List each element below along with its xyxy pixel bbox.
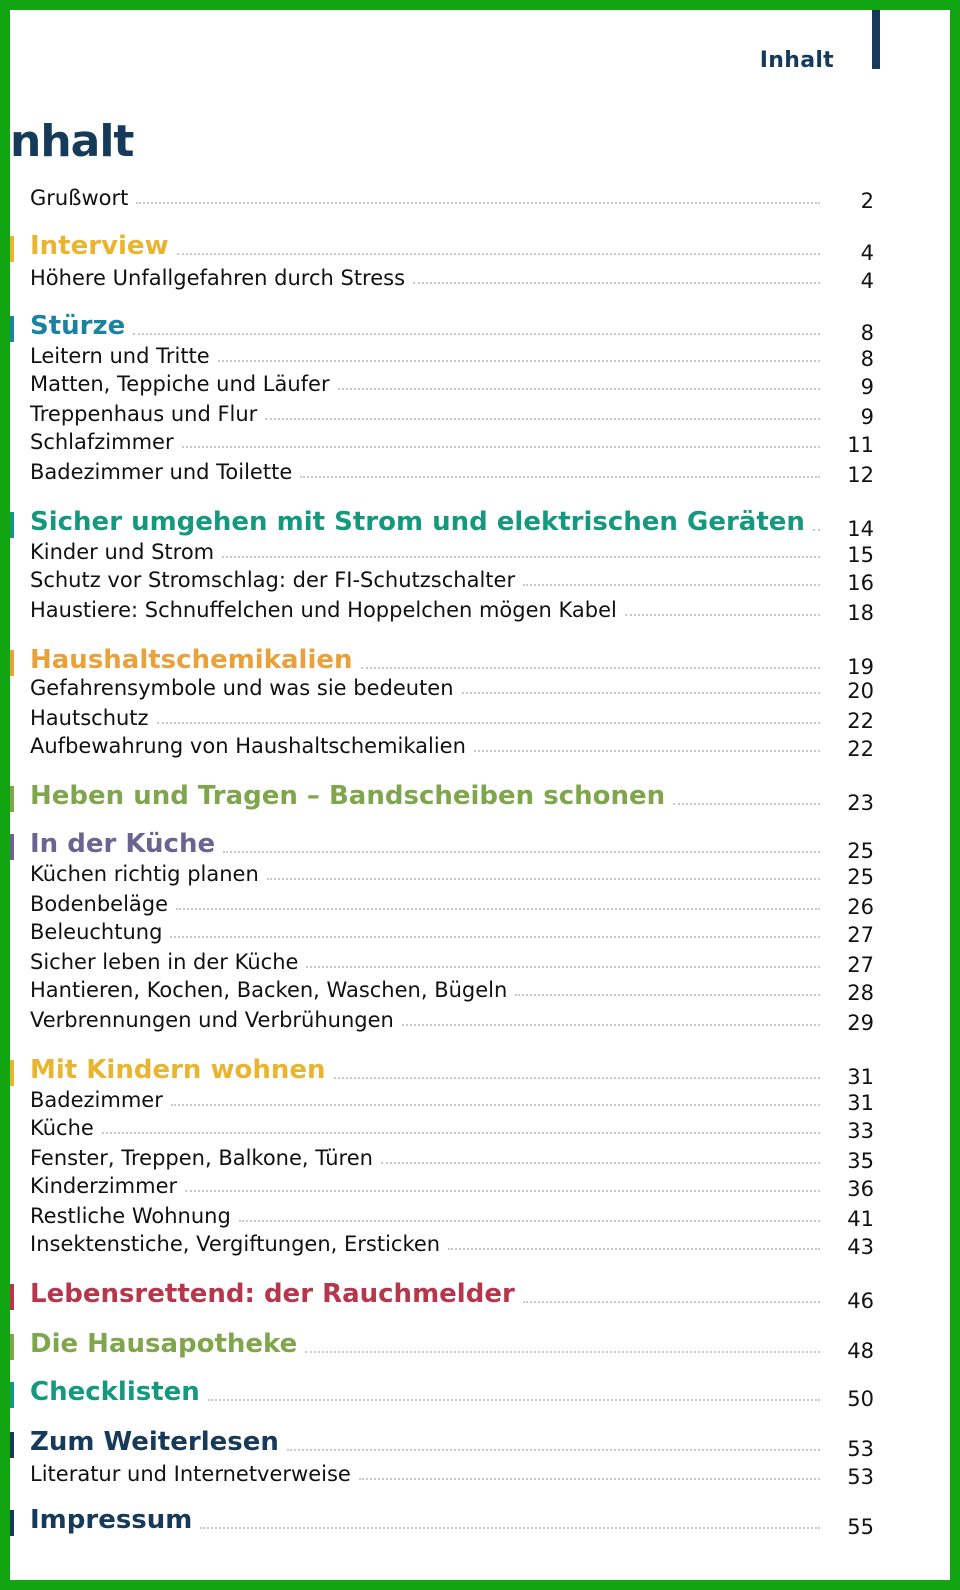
toc-label: Checklisten [30,1377,200,1407]
toc-entry [10,1008,874,1035]
toc-page-number: 46 [847,1288,874,1313]
toc-label: Bodenbeläge [30,892,169,916]
dot-leader [185,1190,820,1192]
toc-page-number: 31 [847,1064,874,1089]
toc-label: Schutz vor Stromschlag: der FI-Schutzschalter [30,568,516,592]
toc-entry [10,430,874,457]
toc-section [10,829,874,863]
toc-page-number: 9 [860,375,874,399]
toc-page-number: 8 [860,320,874,345]
toc-label: Aufbewahrung von Haushaltschemikalien [30,734,466,758]
dot-leader [182,446,820,448]
dot-leader [523,1301,820,1303]
dot-leader [448,1248,820,1250]
toc-page-number: 16 [847,571,874,595]
section-color-marker [10,1284,14,1310]
toc-page-number: 8 [860,347,874,371]
toc-label: Matten, Teppiche und Läufer [30,372,330,396]
dot-leader [334,1077,820,1079]
dot-leader [673,803,820,805]
toc-entry [10,1462,874,1489]
toc-page-number: 4 [860,240,874,265]
toc-entry [10,344,874,371]
toc-entry [10,266,874,293]
dot-leader [287,1449,820,1451]
toc-page-number: 15 [847,543,874,567]
toc-page-number: 43 [847,1235,874,1259]
dot-leader [218,360,820,362]
dot-leader [813,529,820,531]
dot-leader [413,282,820,284]
dot-leader [462,692,820,694]
toc-entry [10,598,874,625]
page-title: nhalt [10,116,134,167]
toc-page-number: 53 [847,1436,874,1461]
toc-page-number: 36 [847,1177,874,1201]
toc-entry [10,568,874,595]
toc-page-number: 12 [847,463,874,487]
section-color-marker [10,650,14,676]
dot-leader [474,750,820,752]
toc-page-number: 14 [847,516,874,541]
dot-leader [176,908,820,910]
toc-label: Haushaltschemikalien [30,645,353,675]
dot-leader [305,1351,820,1353]
toc-label: Restliche Wohnung [30,1204,231,1228]
toc-label: Kinderzimmer [30,1174,178,1198]
toc-page-number: 50 [847,1386,874,1411]
toc-entry [10,402,874,429]
toc-section [10,1329,874,1363]
toc-label: Literatur und Internetverweise [30,1462,351,1486]
toc-page-number: 33 [847,1119,874,1143]
toc-label: Beleuchtung [30,920,163,944]
dot-leader [170,936,820,938]
dot-leader [265,418,820,420]
running-header: Inhalt [759,48,834,73]
toc-entry [10,1204,874,1231]
toc-page-number: 23 [847,790,874,815]
toc-label: In der Küche [30,829,216,859]
section-color-marker [10,512,14,538]
toc-page-number: 31 [847,1091,874,1115]
toc-page-number: 55 [847,1514,874,1539]
toc-page-number: 11 [847,433,874,457]
toc-section [10,311,874,345]
toc-page-number: 20 [847,679,874,703]
dot-leader [515,994,820,996]
toc-label: Gefahrensymbole und was sie bedeuten [30,676,454,700]
dot-leader [177,253,820,255]
toc-page-number: 2 [860,189,874,213]
toc-page-number: 53 [847,1465,874,1489]
toc-page-number: 27 [847,953,874,977]
dot-leader [338,388,820,390]
toc-entry [10,1088,874,1115]
toc-label: Fenster, Treppen, Balkone, Türen [30,1146,373,1170]
dot-leader [402,1024,820,1026]
toc-label: Treppenhaus und Flur [30,402,258,426]
dot-leader [157,722,820,724]
toc-label: Grußwort [30,186,129,210]
toc-section [10,1427,874,1461]
toc-page-number: 29 [847,1011,874,1035]
toc-section [10,507,874,541]
toc-entry [10,1116,874,1143]
toc-section [10,1505,874,1539]
toc-page-number: 35 [847,1149,874,1173]
toc-section [10,231,874,265]
toc-entry [10,186,874,213]
dot-leader [523,584,820,586]
toc-label: Mit Kindern wohnen [30,1055,326,1085]
toc-page-number: 19 [847,654,874,679]
toc-label: Insektenstiche, Vergiftungen, Ersticken [30,1232,441,1256]
section-color-marker [10,1382,14,1408]
section-color-marker [10,1432,14,1458]
dot-leader [306,966,820,968]
dot-leader [171,1104,820,1106]
dot-leader [200,1527,820,1529]
toc-page-number: 25 [847,865,874,889]
dot-leader [300,476,820,478]
dot-leader [267,878,820,880]
toc-entry [10,862,874,889]
dot-leader [208,1399,820,1401]
toc-section [10,645,874,679]
dot-leader [223,851,820,853]
toc-entry [10,1146,874,1173]
section-color-marker [10,236,14,262]
toc-page-number: 28 [847,981,874,1005]
toc-page-number: 26 [847,895,874,919]
toc-label: Haustiere: Schnuffelchen und Hoppelchen mögen Kabel [30,598,617,622]
toc-section [10,781,874,815]
toc-page-number: 4 [860,269,874,293]
toc-page-number: 48 [847,1338,874,1363]
dot-leader [133,333,820,335]
section-color-marker [10,1060,14,1086]
toc-entry [10,706,874,733]
toc-page-number: 27 [847,923,874,947]
toc-label: Die Hausapotheke [30,1329,298,1359]
toc-entry [10,460,874,487]
toc-entry [10,372,874,399]
toc-entry [10,1232,874,1259]
toc-label: Heben und Tragen – Bandscheiben schonen [30,781,666,811]
toc-page-number: 25 [847,838,874,863]
section-color-marker [10,1510,14,1536]
toc-label: Höhere Unfallgefahren durch Stress [30,266,406,290]
toc-label: Badezimmer [30,1088,163,1112]
toc-entry [10,734,874,761]
toc-label: Sicher leben in der Küche [30,950,299,974]
toc-label: Verbrennungen und Verbrühungen [30,1008,394,1032]
toc-label: Hautschutz [30,706,149,730]
toc-page-number: 9 [860,405,874,429]
toc-section [10,1055,874,1089]
toc-section [10,1279,874,1313]
toc-label: Hantieren, Kochen, Backen, Waschen, Bügeln [30,978,508,1002]
section-color-marker [10,834,14,860]
toc-page-number: 18 [847,601,874,625]
dot-leader [239,1220,820,1222]
toc-label: Lebensrettend: der Rauchmelder [30,1279,515,1309]
dot-leader [625,614,820,616]
toc-entry [10,978,874,1005]
toc-label: Stürze [30,311,126,341]
toc-label: Badezimmer und Toilette [30,460,293,484]
toc-label: Schlafzimmer [30,430,174,454]
toc-section [10,1377,874,1411]
toc-entry [10,540,874,567]
section-color-marker [10,786,14,812]
dot-leader [361,667,820,669]
dot-leader [359,1478,820,1480]
toc-label: Zum Weiterlesen [30,1427,279,1457]
toc-entry [10,892,874,919]
dot-leader [136,202,820,204]
toc-label: Impressum [30,1505,193,1535]
toc-entry [10,676,874,703]
toc-entry [10,920,874,947]
section-color-marker [10,1334,14,1360]
toc-page-number: 41 [847,1207,874,1231]
section-color-marker [10,316,14,342]
toc-entry [10,1174,874,1201]
toc-entry [10,950,874,977]
toc-label: Leitern und Tritte [30,344,210,368]
dot-leader [222,556,820,558]
toc-page-number: 22 [847,709,874,733]
toc-label: Küche [30,1116,94,1140]
toc-label: Interview [30,231,169,261]
toc-page-number: 22 [847,737,874,761]
toc-label: Kinder und Strom [30,540,215,564]
header-bar [872,10,880,69]
dot-leader [102,1132,820,1134]
toc-label: Küchen richtig planen [30,862,259,886]
dot-leader [381,1162,820,1164]
toc-label: Sicher umgehen mit Strom und elektrischen Geräten [30,507,805,537]
